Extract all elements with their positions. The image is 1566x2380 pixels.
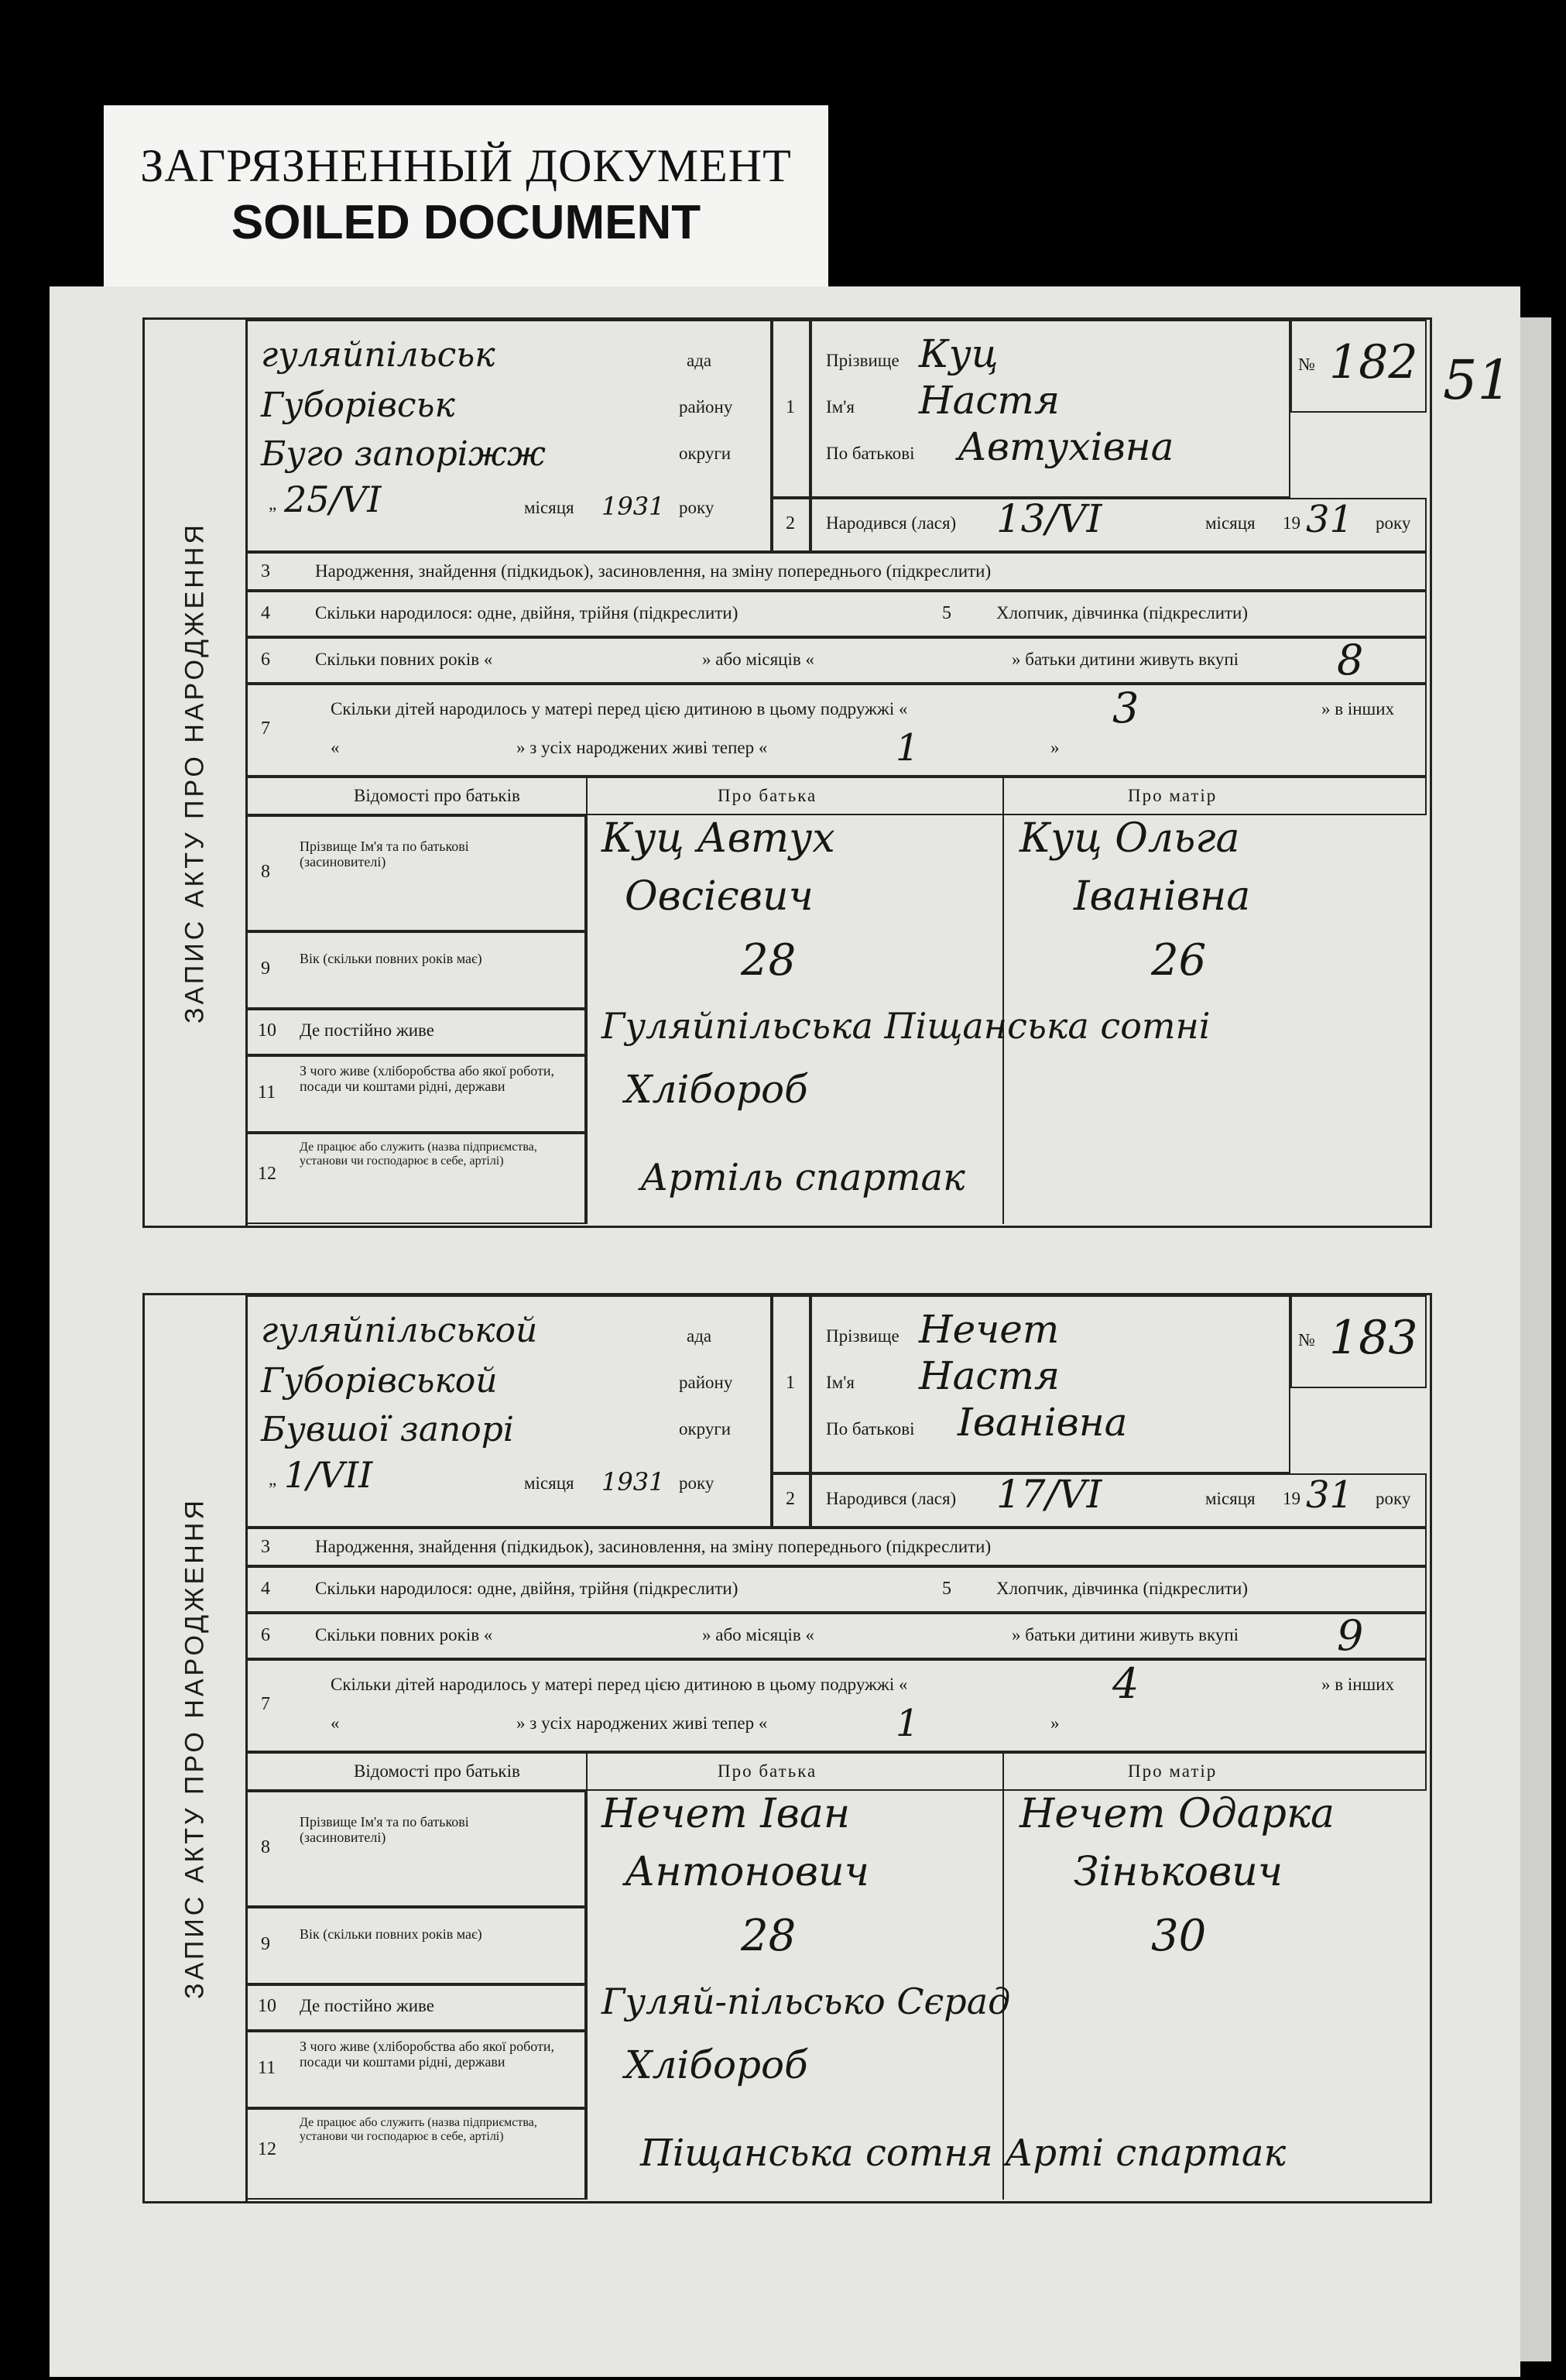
row-7-text-e: » xyxy=(1050,738,1060,757)
occupation: Хлібороб xyxy=(625,2042,808,2087)
birth-year-prefix: 19 xyxy=(1283,1489,1300,1508)
row-3-text: Народження, знайдення (підкидьок), засиновлення, на зміну попереднього (підкреслити) xyxy=(315,1537,992,1556)
row-10-number: 10 xyxy=(258,1996,276,2016)
row-7-text-d: » з усіх народжених живі тепер « xyxy=(516,738,768,757)
row-9-text: Вік (скільки повних років має) xyxy=(300,1926,482,1942)
row-6-text-a: Скільки повних років « xyxy=(315,650,493,669)
row-11-text: З чого живе (хліборобства або якої роботи, посади чи коштами рідні, держави xyxy=(300,1063,555,1094)
children-before: 4 xyxy=(1112,1659,1139,1708)
row-2-number: 2 xyxy=(786,513,795,533)
birth-date: 13/VI xyxy=(996,496,1102,541)
years-together: 9 xyxy=(1337,1611,1364,1660)
label-patronymic: По батькові xyxy=(826,1419,915,1439)
header-mother: Про матір xyxy=(1128,1761,1218,1781)
row-7-number: 7 xyxy=(261,718,270,739)
residence: Гуляй-пільсько Сєрад xyxy=(601,1980,1011,2022)
label-rayon: району xyxy=(679,1373,733,1392)
row-11-number: 11 xyxy=(258,1082,276,1103)
row-10-text: Де постійно живе xyxy=(300,1996,434,2015)
row-7-text-e: » xyxy=(1050,1713,1060,1733)
occupation: Хлібороб xyxy=(625,1067,808,1112)
label-surname: Прізвище xyxy=(826,351,900,370)
birth-year-prefix: 19 xyxy=(1283,513,1300,533)
hand-rayon: Губорівськой xyxy=(261,1361,498,1401)
mother-age: 30 xyxy=(1151,1911,1207,1961)
row-8 xyxy=(245,1791,586,1907)
row-10-number: 10 xyxy=(258,1020,276,1041)
children-alive: 1 xyxy=(896,1702,920,1745)
row-6-text-c: » батьки дитини живуть вкупі xyxy=(1012,650,1239,669)
label-born: Народився (лася) xyxy=(826,513,957,533)
hand-okrugy: Бувшої запорі xyxy=(261,1410,514,1449)
row-3-number: 3 xyxy=(261,561,270,581)
label-birth-year: року xyxy=(1376,1489,1411,1508)
row-8-number: 8 xyxy=(261,862,270,882)
children-before: 3 xyxy=(1112,684,1139,732)
hand-ada: гуляйпільськ xyxy=(261,335,495,375)
workplace: Піщанська сотня Арті спартак xyxy=(640,2131,1287,2175)
label-ada: ада xyxy=(687,1326,712,1346)
hand-okrugy: Буго запоріжж xyxy=(261,434,546,474)
margin-note: 51 xyxy=(1443,348,1513,412)
row-4-text: Скільки народилося: одне, двійня, трійня (підкреслити) xyxy=(315,603,738,622)
soiled-document-stamp xyxy=(104,105,828,307)
header-mother: Про матір xyxy=(1128,786,1218,805)
child-surname: Нечет xyxy=(919,1307,1060,1352)
row-7-number: 7 xyxy=(261,1694,270,1714)
label-month: місяця xyxy=(524,1473,574,1493)
row-12-number: 12 xyxy=(258,1164,276,1184)
label-number-sign: № xyxy=(1298,355,1315,374)
label-month: місяця xyxy=(524,498,574,517)
mother-name-line-1: Куц Ольга xyxy=(1019,815,1240,862)
page-edge xyxy=(1520,317,1551,2361)
label-year: року xyxy=(679,498,714,517)
row-7-text-c: « xyxy=(331,738,340,757)
row-1-number: 1 xyxy=(786,1373,795,1393)
label-year: року xyxy=(679,1473,714,1493)
label-birth-year: року xyxy=(1376,513,1411,533)
row-6-text-c: » батьки дитини живуть вкупі xyxy=(1012,1625,1239,1644)
header-father: Про батька xyxy=(718,1761,817,1781)
row-6-text-b: » або місяців « xyxy=(702,650,814,669)
header-father: Про батька xyxy=(718,786,817,805)
label-birth-month: місяця xyxy=(1205,1489,1256,1508)
label-okrugy: округи xyxy=(679,444,732,463)
residence: Гуляйпільська Піщанська сотні xyxy=(601,1005,1211,1047)
row-6-text-a: Скільки повних років « xyxy=(315,1625,493,1644)
label-patronymic: По батькові xyxy=(826,444,915,463)
row-3-number: 3 xyxy=(261,1537,270,1557)
header-info: Відомості про батьків xyxy=(354,1761,520,1781)
row-12-text: Де працює або служить (назва підприємства, установи чи господарює в себе, артілі) xyxy=(300,2116,537,2143)
label-birth-month: місяця xyxy=(1205,513,1256,533)
hand-rayon: Губорівськ xyxy=(261,386,455,425)
row-5-text: Хлопчик, дівчинка (підкреслити) xyxy=(996,603,1249,622)
child-name: Настя xyxy=(919,1353,1060,1398)
row-9-number: 9 xyxy=(261,959,270,979)
row-12-text: Де працює або служить (назва підприємства, установи чи господарює в себе, артілі) xyxy=(300,1140,537,1168)
row-8-text: Прізвище Ім'я та по батькові (засиновителі) xyxy=(300,1814,469,1845)
row-12-number: 12 xyxy=(258,2139,276,2159)
child-patronymic: Іванівна xyxy=(958,1400,1128,1445)
row-7-text-c: « xyxy=(331,1713,340,1733)
father-name-line-1: Нечет Іван xyxy=(601,1791,851,1837)
row-7-text-b: » в інших xyxy=(1321,699,1395,718)
label-okrugy: округи xyxy=(679,1419,732,1439)
row-5-number: 5 xyxy=(942,603,951,623)
record-side-title: ЗАПИС АКТУ ПРО НАРОДЖЕННЯ xyxy=(145,1295,248,2201)
row-9-text: Вік (скільки повних років має) xyxy=(300,951,482,966)
birth-date: 17/VI xyxy=(996,1472,1102,1517)
row-6-text-b: » або місяців « xyxy=(702,1625,814,1644)
mother-name-line-2: Зінькович xyxy=(1074,1849,1283,1895)
birth-record xyxy=(142,1293,1432,2203)
father-name-line-2: Антонович xyxy=(625,1849,869,1895)
row-7-text-b: » в інших xyxy=(1321,1675,1395,1694)
years-together: 8 xyxy=(1337,636,1364,684)
child-patronymic: Автухівна xyxy=(958,424,1174,469)
record-number: 183 xyxy=(1329,1311,1418,1365)
child-name: Настя xyxy=(919,378,1060,423)
row-6-number: 6 xyxy=(261,1625,270,1645)
record-side-title: ЗАПИС АКТУ ПРО НАРОДЖЕННЯ xyxy=(145,320,248,1226)
registration-date-prefix: „ xyxy=(269,494,277,513)
row-9 xyxy=(245,1907,586,1984)
row-4-number: 4 xyxy=(261,603,270,623)
hand-registration-date: 25/VI xyxy=(284,478,382,520)
label-name: Ім'я xyxy=(826,397,855,417)
row-8-text: Прізвище Ім'я та по батькові (засиновителі) xyxy=(300,838,469,869)
row-7-text-a: Скільки дітей народилось у матері перед цією дитиною в цьому подружжі « xyxy=(331,699,908,718)
row-11-text: З чого живе (хліборобства або якої роботи, посади чи коштами рідні, держави xyxy=(300,2039,555,2070)
row-8-number: 8 xyxy=(261,1837,270,1857)
row-9 xyxy=(245,931,586,1009)
father-age: 28 xyxy=(741,935,797,986)
workplace: Артіль спартак xyxy=(640,1156,965,1199)
row-10-text: Де постійно живе xyxy=(300,1020,434,1040)
row-4-text: Скільки народилося: одне, двійня, трійня (підкреслити) xyxy=(315,1579,738,1598)
row-2-number: 2 xyxy=(786,1489,795,1509)
header-info: Відомості про батьків xyxy=(354,786,520,805)
hand-registration-year: 1931 xyxy=(601,1467,665,1497)
label-name: Ім'я xyxy=(826,1373,855,1392)
hand-registration-year: 1931 xyxy=(601,492,665,521)
stamp-russian-text: ЗАГРЯЗНЕННЫЙ ДОКУМЕНТ xyxy=(140,140,792,191)
hand-ada: гуляйпільськой xyxy=(261,1311,538,1350)
father-name-line-2: Овсієвич xyxy=(625,873,814,920)
row-9-number: 9 xyxy=(261,1934,270,1954)
stamp-english-text: SOILED DOCUMENT xyxy=(231,196,701,249)
label-surname: Прізвище xyxy=(826,1326,900,1346)
row-7 xyxy=(245,684,1427,777)
label-born: Народився (лася) xyxy=(826,1489,957,1508)
children-alive: 1 xyxy=(896,726,920,770)
row-5-text: Хлопчик, дівчинка (підкреслити) xyxy=(996,1579,1249,1598)
row-6-number: 6 xyxy=(261,650,270,670)
hand-registration-date: 1/VII xyxy=(284,1454,373,1496)
row-1-number: 1 xyxy=(786,397,795,417)
child-surname: Куц xyxy=(919,331,999,376)
row-5-number: 5 xyxy=(942,1579,951,1599)
mother-age: 26 xyxy=(1151,935,1207,986)
father-age: 28 xyxy=(741,1911,797,1961)
row-3-text: Народження, знайдення (підкидьок), засиновлення, на зміну попереднього (підкреслити) xyxy=(315,561,992,581)
row-8 xyxy=(245,815,586,931)
birth-year: 31 xyxy=(1306,498,1354,541)
birth-record xyxy=(142,317,1432,1228)
record-number: 182 xyxy=(1329,335,1418,389)
mother-name-line-2: Іванівна xyxy=(1074,873,1251,920)
mother-name-line-1: Нечет Одарка xyxy=(1019,1791,1335,1837)
birth-year: 31 xyxy=(1306,1473,1354,1517)
row-7 xyxy=(245,1659,1427,1752)
label-rayon: району xyxy=(679,397,733,417)
label-ada: ада xyxy=(687,351,712,370)
row-4-number: 4 xyxy=(261,1579,270,1599)
row-7-text-a: Скільки дітей народилось у матері перед цією дитиною в цьому подружжі « xyxy=(331,1675,908,1694)
register-page xyxy=(50,286,1520,2377)
row-11-number: 11 xyxy=(258,2058,276,2078)
label-number-sign: № xyxy=(1298,1330,1315,1349)
father-name-line-1: Куц Автух xyxy=(601,815,835,862)
registration-date-prefix: „ xyxy=(269,1469,277,1489)
row-7-text-d: » з усіх народжених живі тепер « xyxy=(516,1713,768,1733)
